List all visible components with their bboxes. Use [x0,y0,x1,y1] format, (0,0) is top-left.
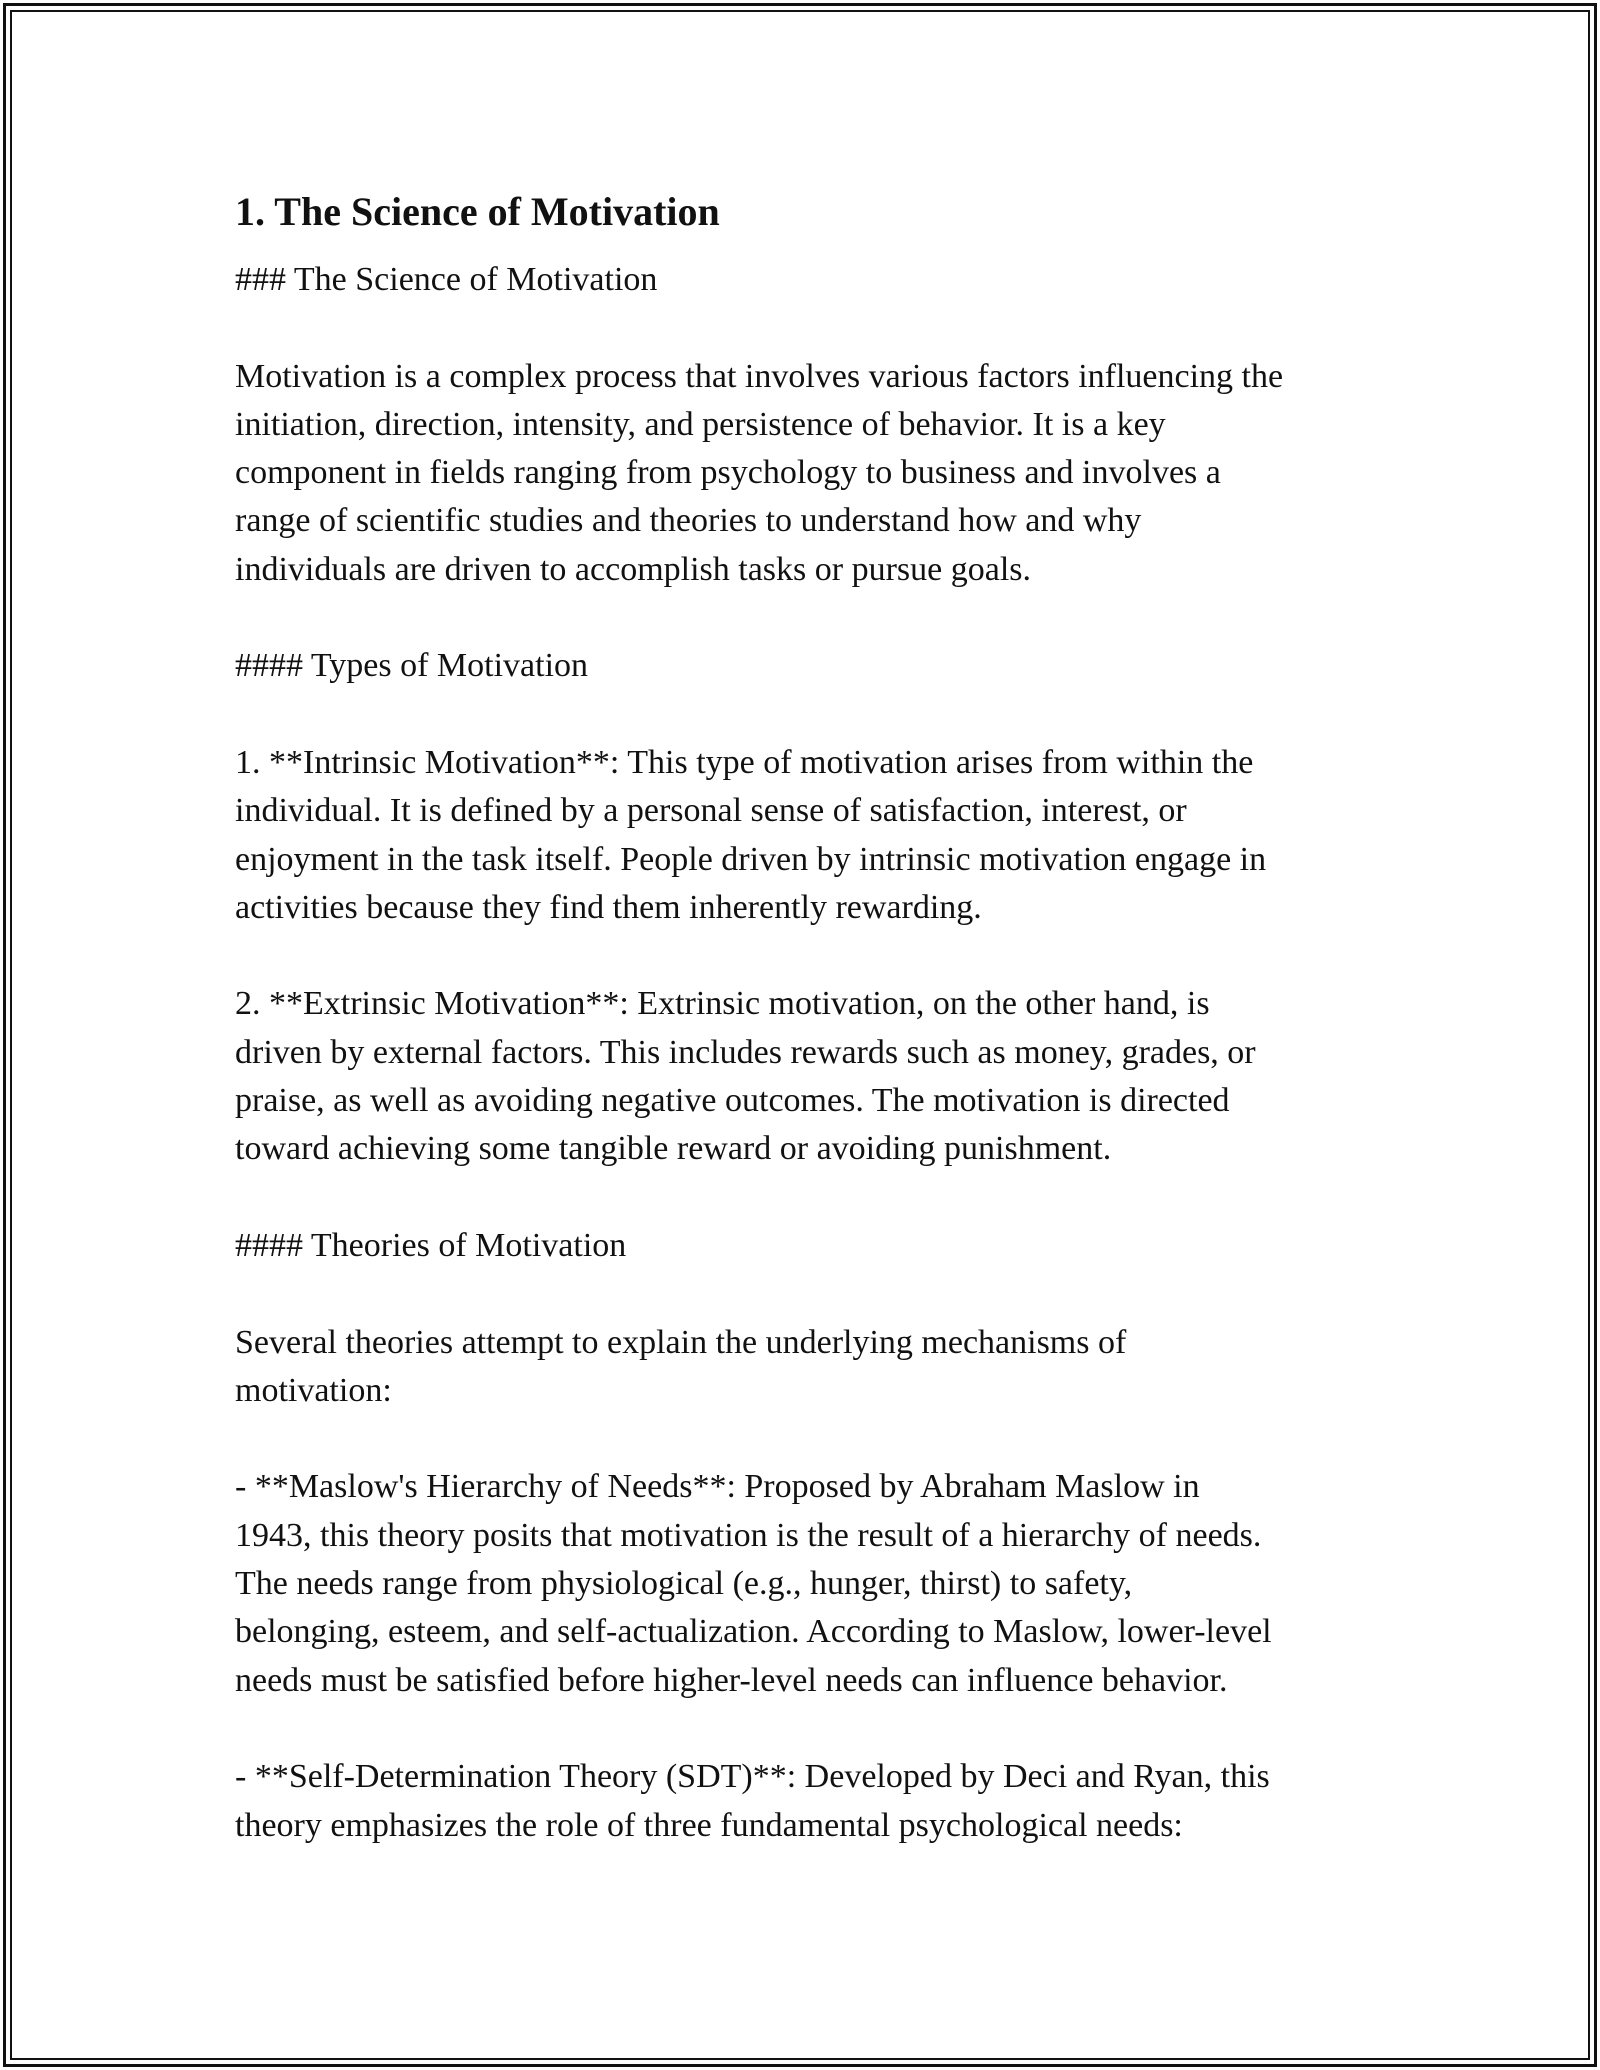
text-line: Several theories attempt to explain the underlying mechanisms of [235,1323,1127,1361]
text-line: #### Theories of Motivation [235,1226,627,1264]
text-line: Motivation is a complex process that involves various factors influencing the [235,357,1284,395]
text-line: activities because they find them inherently rewarding. [235,888,982,926]
text-line: belonging, esteem, and self-actualization. According to Maslow, lower-level [235,1613,1272,1651]
text-line: praise, as well as avoiding negative outcomes. The motivation is directed [235,1082,1230,1120]
text-line: The needs range from physiological (e.g., hunger, thirst) to safety, [235,1565,1133,1603]
extrinsic-paragraph [235,980,1375,1173]
text-line: individuals are driven to accomplish tasks or pursue goals. [235,550,1031,588]
theories-intro-paragraph [235,1319,1375,1416]
theories-heading [235,1222,1375,1270]
text-line: toward achieving some tangible reward or avoiding punishment. [235,1130,1112,1168]
intrinsic-paragraph [235,739,1375,932]
types-heading [235,642,1375,690]
text-line: motivation: [235,1371,392,1409]
text-line: 1. **Intrinsic Motivation**: This type of motivation arises from within the [235,743,1254,781]
chapter-title: 1. The Science of Motivation [235,189,720,234]
sdt-paragraph [235,1753,1375,1850]
text-line: individual. It is defined by a personal sense of satisfaction, interest, or [235,792,1187,830]
text-line: enjoyment in the task itself. People driven by intrinsic motivation engage in [235,840,1267,878]
text-line: component in fields ranging from psychology to business and involves a [235,454,1221,492]
maslow-paragraph [235,1463,1375,1704]
document-body [235,184,1375,1898]
text-line: needs must be satisfied before higher-level needs can influence behavior. [235,1661,1228,1699]
intro-paragraph [235,353,1375,594]
text-line: - **Maslow's Hierarchy of Needs**: Proposed by Abraham Maslow in [235,1468,1200,1506]
text-line: range of scientific studies and theories to understand how and why [235,502,1142,540]
text-line: theory emphasizes the role of three fundamental psychological needs: [235,1806,1183,1844]
text-line: driven by external factors. This includes rewards such as money, grades, or [235,1033,1256,1071]
text-line: - **Self-Determination Theory (SDT)**: Developed by Deci and Ryan, this [235,1758,1270,1796]
text-line: #### Types of Motivation [235,647,589,685]
text-line: ### The Science of Motivation [235,261,658,298]
text-line: 1943, this theory posits that motivation is the result of a hierarchy of needs. [235,1516,1262,1554]
text-line: initiation, direction, intensity, and persistence of behavior. It is a key [235,405,1166,443]
text-line: 2. **Extrinsic Motivation**: Extrinsic motivation, on the other hand, is [235,985,1210,1023]
section-heading [235,256,1375,304]
